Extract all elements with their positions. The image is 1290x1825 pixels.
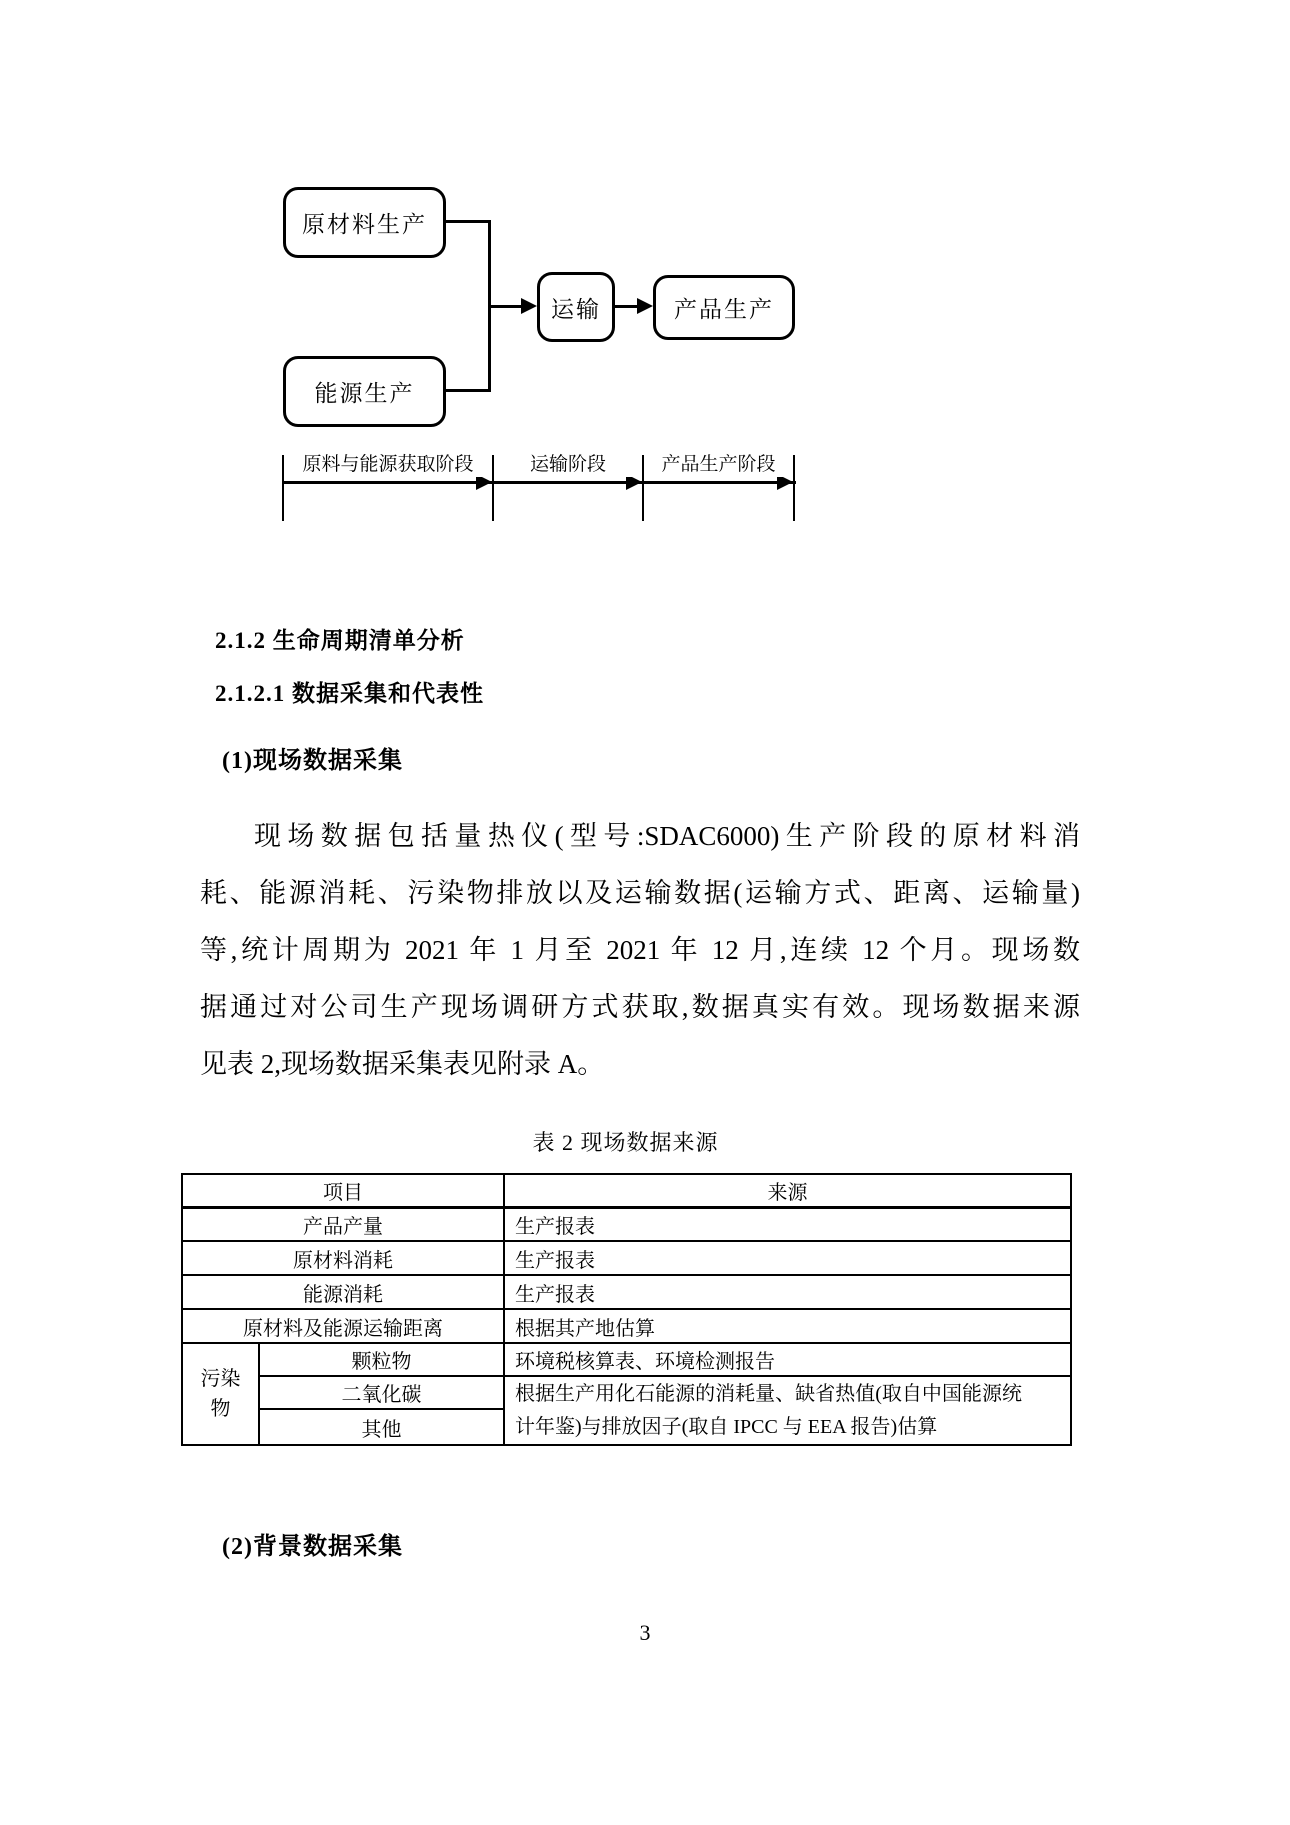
table-cell-item: 颗粒物 xyxy=(259,1343,504,1376)
axis-tick xyxy=(642,455,644,521)
axis-tick xyxy=(793,455,795,521)
arrow-head xyxy=(637,298,653,314)
heading-2-1-2-1: 2.1.2.1 数据采集和代表性 xyxy=(215,681,484,706)
table-cell-source: 环境税核算表、环境检测报告 xyxy=(504,1343,1071,1376)
table-cell-source: 生产报表 xyxy=(504,1275,1071,1309)
heading-field-data: (1)现场数据采集 xyxy=(222,748,403,774)
table-cell-pollutant-group: 污染物 xyxy=(182,1343,259,1445)
paragraph-line: 见表 2,现场数据采集表见附录 A。 xyxy=(200,1049,605,1079)
flow-box-energy-label: 能源生产 xyxy=(314,381,415,406)
axis-tick xyxy=(282,455,284,521)
flow-box-product xyxy=(653,275,795,340)
stage-axis-line xyxy=(283,481,796,484)
table-row xyxy=(182,1376,1071,1409)
axis-tick xyxy=(492,455,494,521)
heading-2-1-2: 2.1.2 生命周期清单分析 xyxy=(215,628,465,653)
arrow-head xyxy=(521,298,537,314)
table-header-row xyxy=(182,1174,1071,1207)
table-cell-item: 产品产量 xyxy=(182,1207,504,1241)
table-row xyxy=(182,1207,1071,1241)
connector-line xyxy=(444,389,491,392)
data-source-table xyxy=(181,1173,1072,1446)
body-paragraph xyxy=(200,808,1080,1093)
table-caption: 表 2 现场数据来源 xyxy=(532,1130,719,1155)
stage-label-production: 产品生产阶段 xyxy=(650,453,787,477)
table-row xyxy=(182,1343,1071,1376)
table-cell-source: 生产报表 xyxy=(504,1207,1071,1241)
heading-background-data: (2)背景数据采集 xyxy=(222,1534,403,1560)
paragraph-line: 等,统计周期为 2021 年 1 月至 2021 年 12 月,连续 12 个月。现场数 xyxy=(200,935,1080,965)
table-cell-item: 能源消耗 xyxy=(182,1275,504,1309)
connector-line xyxy=(444,220,491,223)
table-header-source: 来源 xyxy=(504,1174,1071,1207)
flow-box-transport xyxy=(537,272,615,342)
page-number: 3 xyxy=(639,1620,651,1645)
table-row xyxy=(182,1241,1071,1275)
table-cell-source: 根据其产地估算 xyxy=(504,1309,1071,1343)
flow-box-energy xyxy=(283,356,446,427)
flow-box-raw-material-label: 原材料生产 xyxy=(302,212,427,237)
stage-label-acquisition: 原料与能源获取阶段 xyxy=(290,453,486,477)
table-cell-item: 其他 xyxy=(259,1409,504,1445)
table-cell-item: 二氧化碳 xyxy=(259,1376,504,1409)
table-cell-item: 原材料及能源运输距离 xyxy=(182,1309,504,1343)
lifecycle-flow-diagram xyxy=(0,0,1290,540)
connector-line xyxy=(488,305,524,308)
table-header-item: 项目 xyxy=(182,1174,504,1207)
table-cell-item: 原材料消耗 xyxy=(182,1241,504,1275)
table-cell-merged-source: 根据生产用化石能源的消耗量、缺省热值(取自中国能源统计年鉴)与排放因子(取自 IPCC 与 EEA 报告)估算 xyxy=(504,1376,1071,1445)
table-row xyxy=(182,1275,1071,1309)
stage-label-transport: 运输阶段 xyxy=(500,453,636,477)
table-cell-source: 生产报表 xyxy=(504,1241,1071,1275)
flow-box-product-label: 产品生产 xyxy=(674,297,774,322)
flow-box-raw-material xyxy=(283,187,446,258)
table-row xyxy=(182,1309,1071,1343)
paragraph-line: 现场数据包括量热仪(型号:SDAC6000)生产阶段的原材料消 xyxy=(254,821,1080,851)
flow-box-transport-label: 运输 xyxy=(551,296,601,322)
paragraph-line: 据通过对公司生产现场调研方式获取,数据真实有效。现场数据来源 xyxy=(200,992,1080,1022)
paragraph-line: 耗、能源消耗、污染物排放以及运输数据(运输方式、距离、运输量) xyxy=(200,878,1080,908)
